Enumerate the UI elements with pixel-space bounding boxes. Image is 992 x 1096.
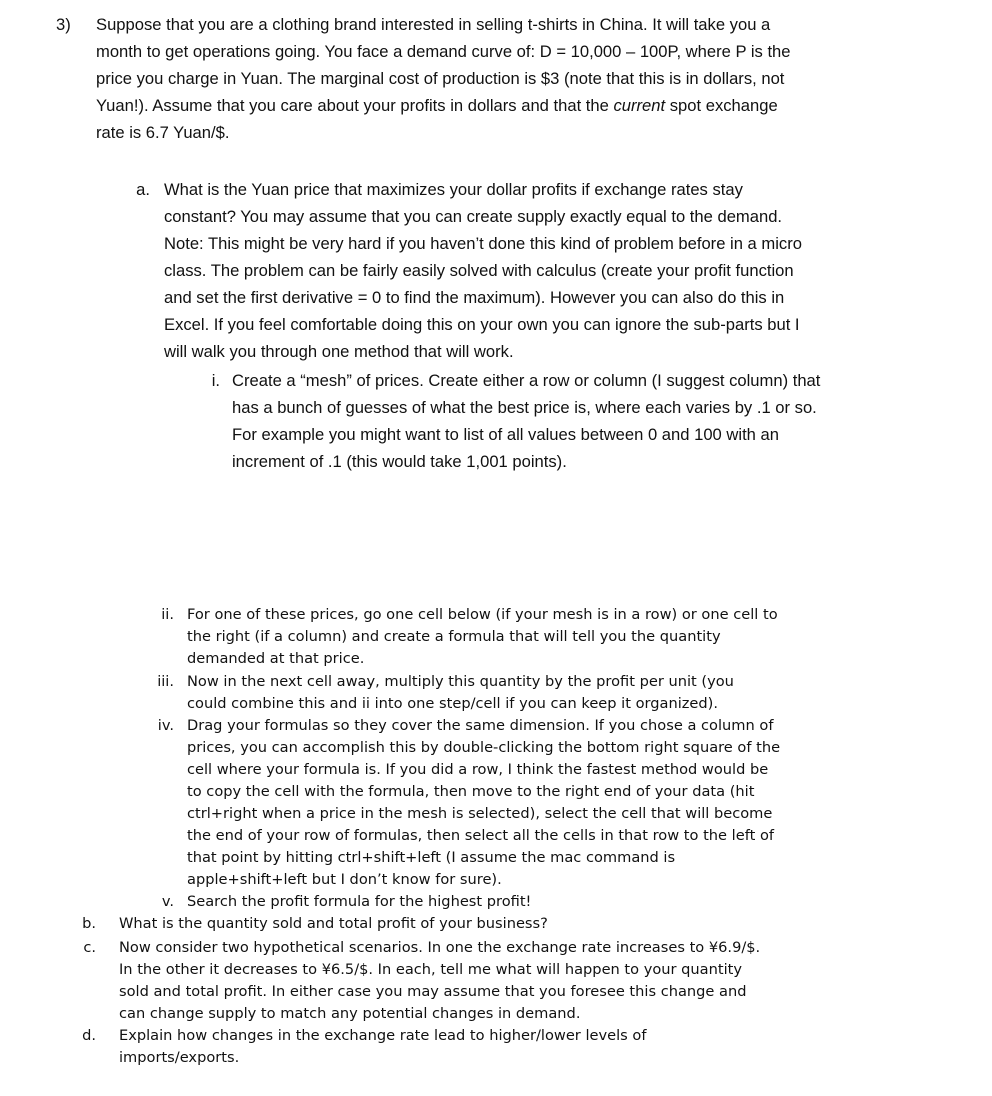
sub-ii-line: For one of these prices, go one cell below (if your mesh is in a row) or one cell to <box>187 606 778 623</box>
part-a-line: Excel. If you feel comfortable doing this on your own you can ignore the sub-parts but I <box>164 315 800 334</box>
sub-i-line: increment of .1 (this would take 1,001 points). <box>232 452 567 471</box>
sub-ii-text <box>187 604 778 670</box>
part-c-line: In the other it decreases to ¥6.5/$. In each, tell me what will happen to your quantity <box>119 961 743 978</box>
sub-iv-line: that point by hitting ctrl+shift+left (I assume the mac command is <box>187 849 676 866</box>
sub-v-line: Search the profit formula for the highest profit! <box>187 893 532 910</box>
part-a-line: Note: This might be very hard if you haven’t done this kind of problem before in a micro <box>164 234 802 253</box>
sub-iv-line: to copy the cell with the formula, then move to the right end of your data (hit <box>187 783 755 800</box>
sub-iv-text <box>187 715 780 891</box>
sub-iv-line: apple+shift+left but I don’t know for sure). <box>187 871 502 888</box>
part-c-marker: c. <box>83 939 96 956</box>
sub-iii-text <box>187 671 734 715</box>
sub-i-line: has a bunch of guesses of what the best price is, where each varies by .1 or so. <box>232 398 817 417</box>
part-b-marker: b. <box>82 915 96 932</box>
sub-i-marker: i. <box>211 371 220 390</box>
sub-iv-line: ctrl+right when a price in the mesh is selected), select the cell that will become <box>187 805 773 822</box>
intro-text: spot exchange <box>665 96 778 115</box>
sub-ii-line: demanded at that price. <box>187 650 365 667</box>
sub-iii-marker: iii. <box>157 673 174 690</box>
sub-v-text <box>187 891 531 913</box>
sub-ii-marker: ii. <box>161 606 174 623</box>
sub-iv-line: Drag your formulas so they cover the same dimension. If you chose a column of <box>187 717 774 734</box>
sub-iii-line: could combine this and ii into one step/cell if you can keep it organized). <box>187 695 719 712</box>
sub-iv-marker: iv. <box>157 717 174 734</box>
part-a-line: will walk you through one method that will work. <box>164 342 514 361</box>
intro-line: price you charge in Yuan. The marginal cost of production is $3 (note that this is in dollars, not <box>96 69 785 88</box>
intro-line: rate is 6.7 Yuan/$. <box>96 123 230 142</box>
sub-iii-line: Now in the next cell away, multiply this quantity by the profit per unit (you <box>187 673 734 690</box>
sub-i-text <box>232 367 820 475</box>
part-b-line: What is the quantity sold and total profit of your business? <box>119 915 548 932</box>
part-a-line: constant? You may assume that you can create supply exactly equal to the demand. <box>164 207 783 226</box>
part-c-text <box>119 937 760 1025</box>
sub-i-line: Create a “mesh” of prices. Create either a row or column (I suggest column) that <box>232 371 821 390</box>
intro-line-with-emphasis <box>96 92 791 119</box>
sub-v-marker: v. <box>161 893 174 910</box>
part-a-line: and set the first derivative = 0 to find the maximum). However you can also do this in <box>164 288 785 307</box>
emphasis-current: current <box>613 96 666 115</box>
part-d-line: imports/exports. <box>119 1049 240 1066</box>
intro-line: month to get operations going. You face a demand curve of: D = 10,000 – 100P, where P is the <box>96 42 791 61</box>
part-c-line: Now consider two hypothetical scenarios. In one the exchange rate increases to ¥6.9/$. <box>119 939 761 956</box>
sub-iv-line: the end of your row of formulas, then select all the cells in that row to the left of <box>187 827 775 844</box>
sub-iv-line: prices, you can accomplish this by double-clicking the bottom right square of the <box>187 739 781 756</box>
sub-i-line: For example you might want to list of all values between 0 and 100 with an <box>232 425 779 444</box>
part-d-text <box>119 1025 646 1069</box>
part-c-line: can change supply to match any potential changes in demand. <box>119 1005 581 1022</box>
part-d-line: Explain how changes in the exchange rate lead to higher/lower levels of <box>119 1027 647 1044</box>
part-a-text <box>164 176 802 365</box>
part-a-line: class. The problem can be fairly easily solved with calculus (create your profit function <box>164 261 794 280</box>
part-b-text <box>119 913 548 935</box>
question-intro <box>96 11 791 146</box>
question-number: 3) <box>56 15 71 34</box>
sub-iv-line: cell where your formula is. If you did a row, I think the fastest method would be <box>187 761 769 778</box>
part-c-line: sold and total profit. In either case you may assume that you foresee this change and <box>119 983 747 1000</box>
part-a-marker: a. <box>136 180 150 199</box>
intro-line: Suppose that you are a clothing brand interested in selling t-shirts in China. It will take you a <box>96 15 771 34</box>
part-a-line: What is the Yuan price that maximizes your dollar profits if exchange rates stay <box>164 180 743 199</box>
part-d-marker: d. <box>82 1027 96 1044</box>
sub-ii-line: the right (if a column) and create a formula that will tell you the quantity <box>187 628 721 645</box>
intro-text: Yuan!). Assume that you care about your profits in dollars and that the <box>96 96 614 115</box>
